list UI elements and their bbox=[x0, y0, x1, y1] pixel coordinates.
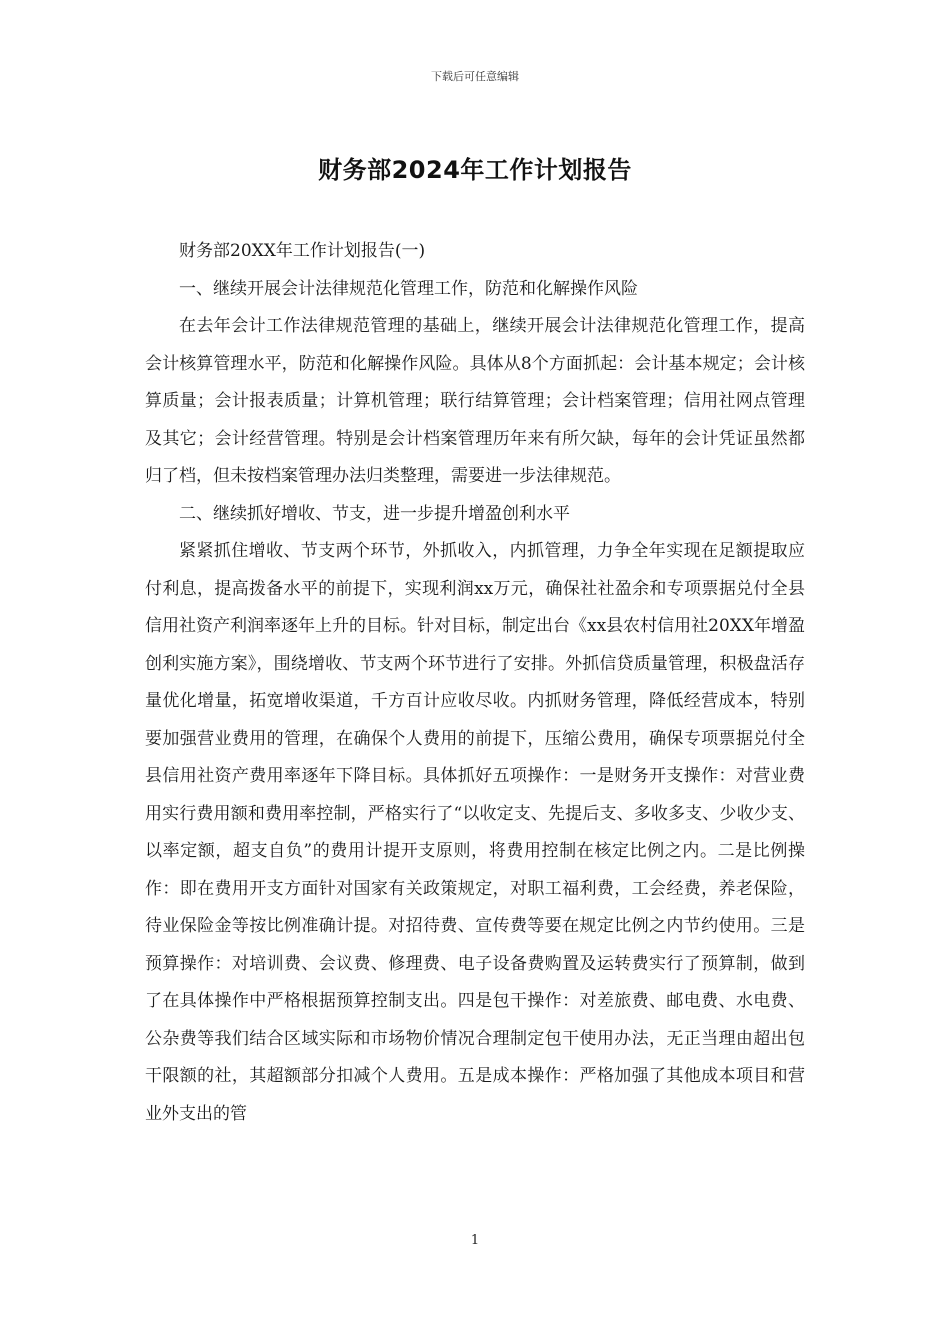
paragraph-body-2: 紧紧抓住增收、节支两个环节，外抓收入，内抓管理，力争全年实现在足额提取应付利息，提高拨备水平的前提下，实现利润xx万元，确保社社盈余和专项票据兑付全县信用社资产利润率逐年上升的目标。针对目标，制定出台《xx县农村信用社20XX年增盈创利实施方案》，围绕增收、节支两个环节进行了安排。外抓信贷质量管理，积极盘活存量优化增量，拓宽增收渠道，千方百计应收尽收。内抓财务管理，降低经营成本，特别要加强营业费用的管理，在确保个人费用的前提下，压缩公费用，确保专项票据兑付全县信用社资产费用率逐年下降目标。具体抓好五项操作：一是财务开支操作：对营业费用实行费用额和费用率控制，严格实行了“以收定支、先提后支、多收多支、少收少支、以率定额，超支自负”的费用计提开支原则，将费用控制在核定比例之内。二是比例操作：即在费用开支方面针对国家有关政策规定，对职工福利费，工会经费，养老保险，待业保险金等按比例准确计提。对招待费、宣传费等要在规定比例之内节约使用。三是预算操作：对培训费、会议费、修理费、电子设备费购置及运转费实行了预算制，做到了在具体操作中严格根据预算控制支出。四是包干操作：对差旅费、邮电费、水电费、公杂费等我们结合区域实际和市场物价情况合理制定包干使用办法，无正当理由超出包干限额的社，其超额部分扣减个人费用。五是成本操作：严格加强了其他成本项目和营业外支出的管 bbox=[145, 541, 806, 1124]
page-number: 1 bbox=[470, 1233, 480, 1248]
paragraph-body-1: 在去年会计工作法律规范管理的基础上，继续开展会计法律规范化管理工作，提高会计核算管理水平，防范和化解操作风险。具体从8个方面抓起：会计基本规定；会计核算质量；会计报表质量；计算机管理；联行结算管理；会计档案管理；信用社网点管理及其它；会计经营管理。特别是会计档案管理历年来有所欠缺，每年的会计凭证虽然都归了档，但未按档案管理办法归类整理，需要进一步法律规范。 bbox=[145, 316, 805, 486]
paragraph-heading-2: 二、继续抓好增收、节支，进一步提升增盈创利水平 bbox=[179, 503, 570, 524]
paragraph-heading-1: 一、继续开展会计法律规范化管理工作，防范和化解操作风险 bbox=[179, 278, 638, 299]
paragraph-subtitle: 财务部20XX年工作计划报告(一) bbox=[179, 241, 426, 261]
header-note: 下载后可任意编辑 bbox=[431, 70, 519, 83]
document-body bbox=[145, 233, 805, 1133]
document-title: 财务部2024年工作计划报告 bbox=[318, 156, 632, 184]
